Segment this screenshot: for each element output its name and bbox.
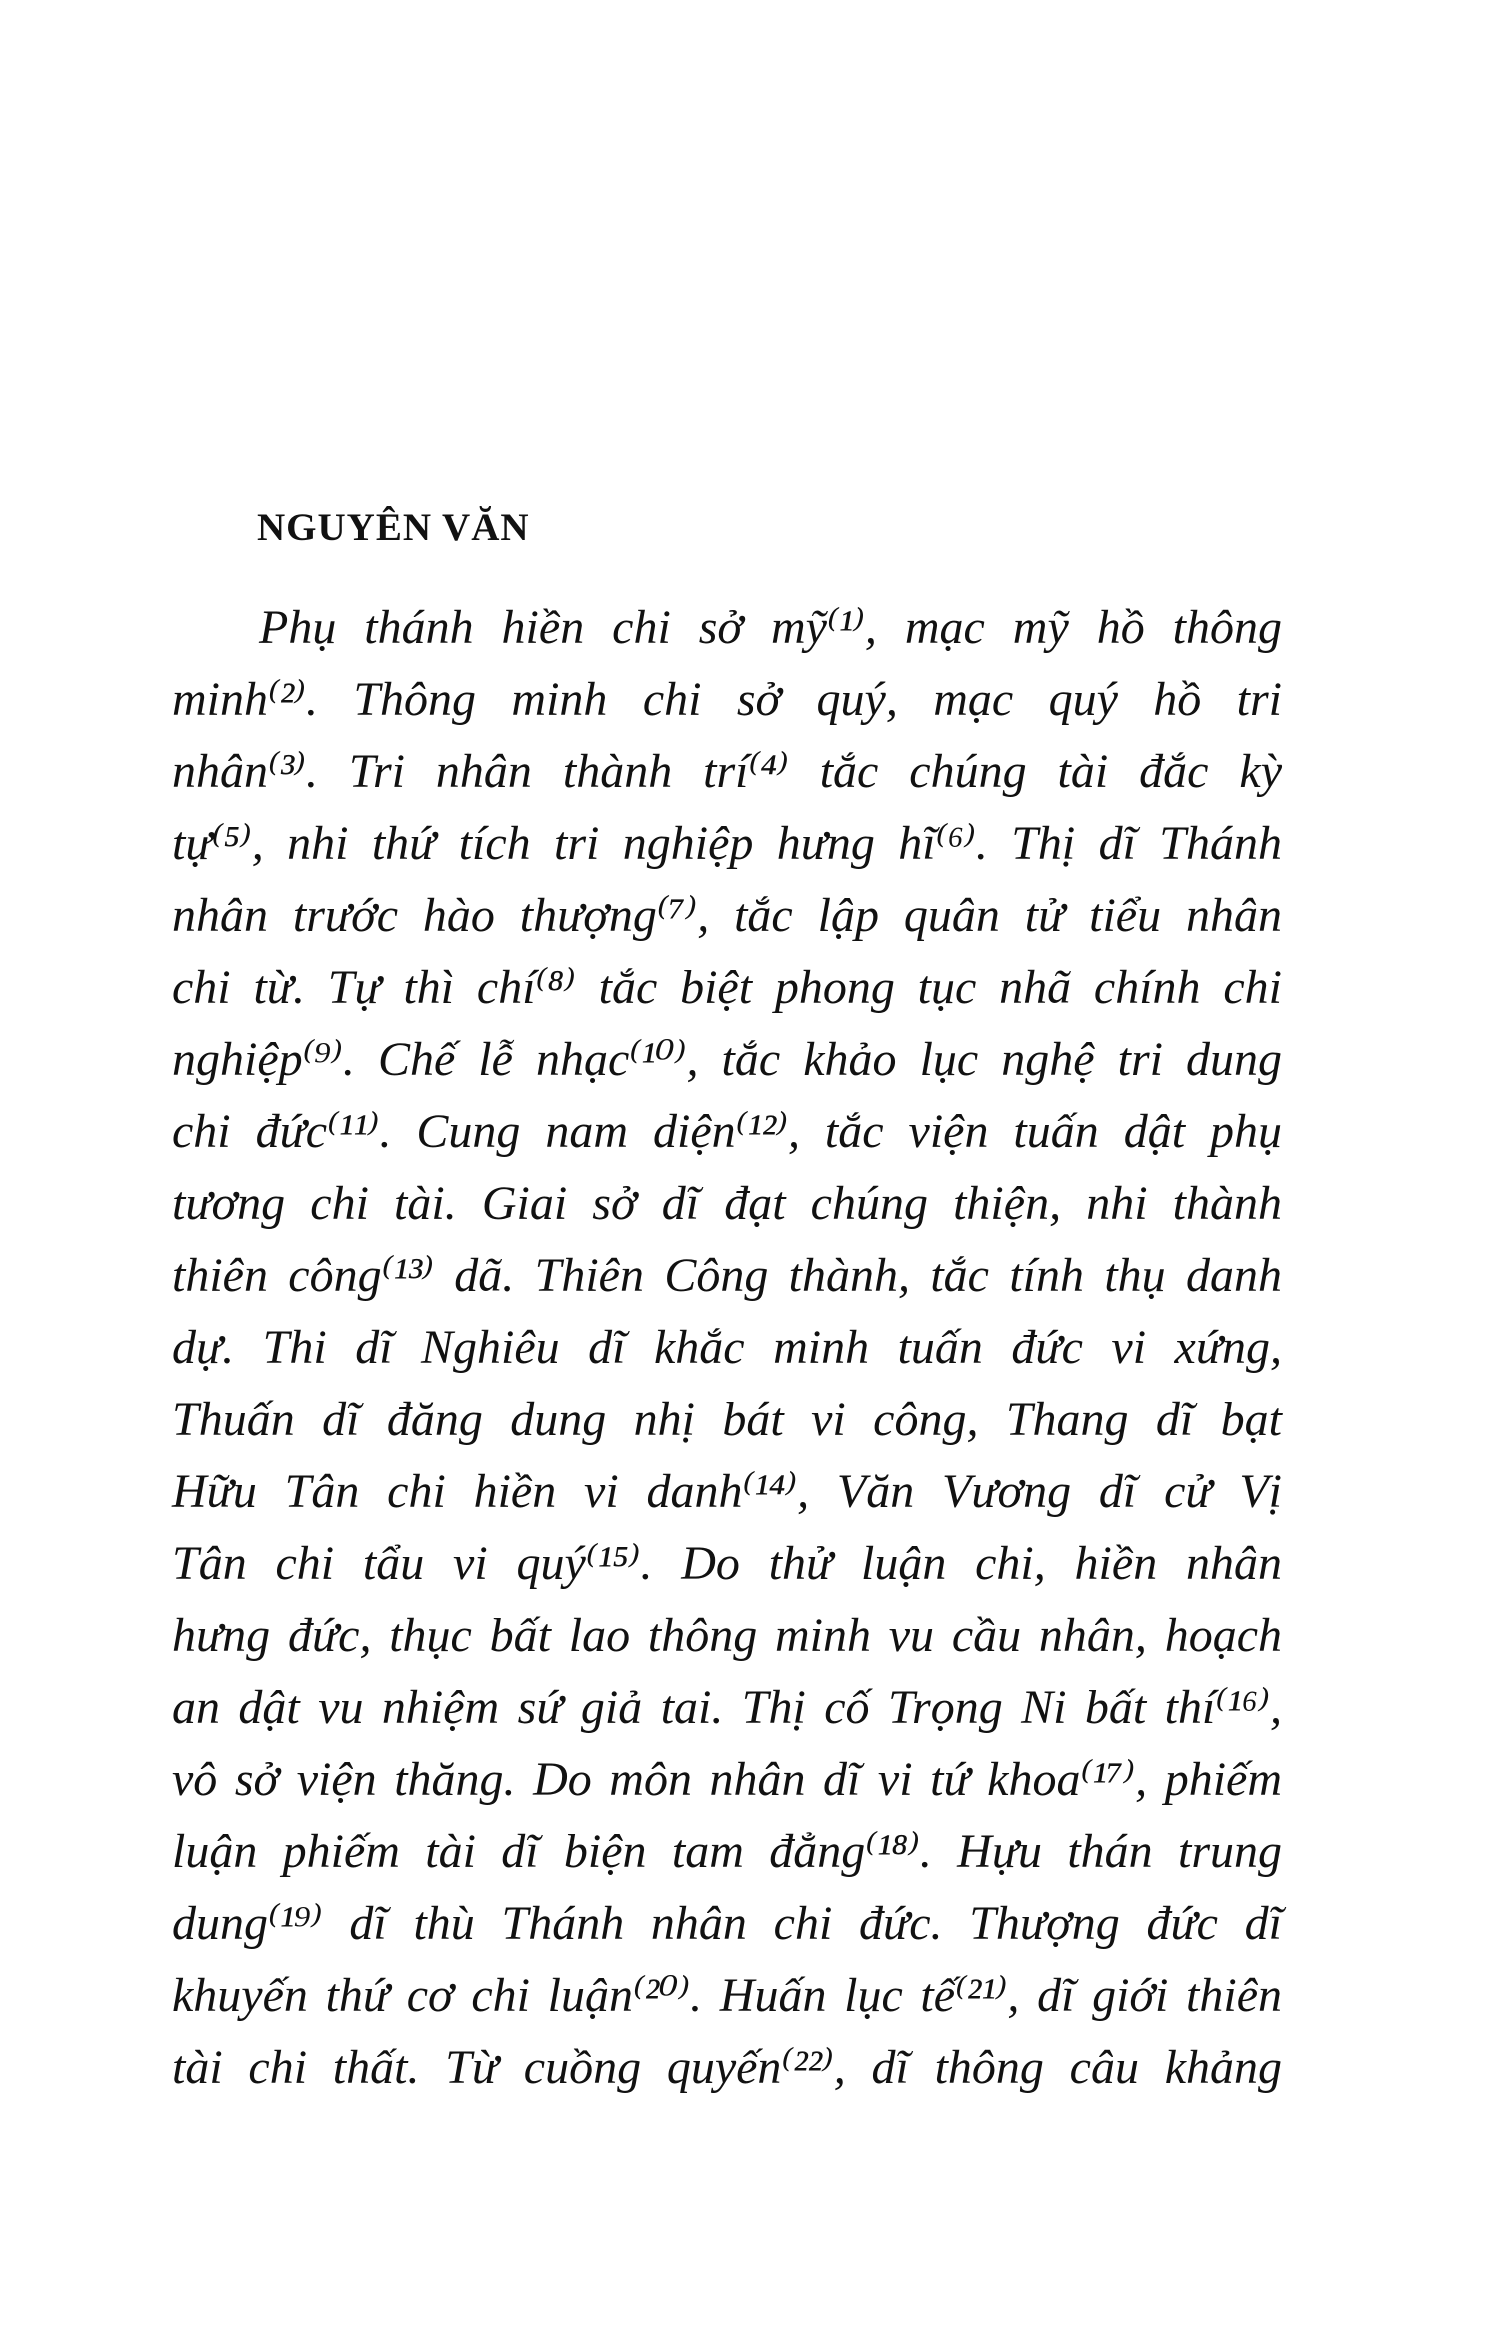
text-line-13: Hữu Tân chi hiền vi danh⁽¹⁴⁾, Văn Vương dĩ cử Vị <box>172 1465 1282 1518</box>
text-line-19: dung⁽¹⁹⁾ dĩ thù Thánh nhân chi đức. Thượng đức dĩ <box>172 1897 1282 1950</box>
text-line-21: tài chi thất. Từ cuồng quyến⁽²²⁾, dĩ thông câu khảng <box>172 2041 1282 2094</box>
section-heading: NGUYÊN VĂN <box>257 506 530 549</box>
text-line-12: Thuấn dĩ đăng dung nhị bát vi công, Thang dĩ bạt <box>172 1393 1282 1446</box>
text-line-20: khuyến thứ cơ chi luận⁽²⁰⁾. Huấn lục tế⁽²¹⁾, dĩ giới thiên <box>172 1969 1282 2022</box>
text-line-1: Phụ thánh hiền chi sở mỹ⁽¹⁾, mạc mỹ hồ thông <box>259 601 1282 654</box>
text-line-9: tương chi tài. Giai sở dĩ đạt chúng thiện, nhi thành <box>172 1177 1282 1230</box>
text-line-7: nghiệp⁽⁹⁾. Chế lễ nhạc⁽¹⁰⁾, tắc khảo lục nghệ tri dung <box>172 1033 1282 1086</box>
text-line-3: nhân⁽³⁾. Tri nhân thành trí⁽⁴⁾ tắc chúng tài đắc kỳ <box>172 745 1282 798</box>
text-line-16: an dật vu nhiệm sứ giả tai. Thị cố Trọng Ni bất thí⁽¹⁶⁾, <box>172 1681 1282 1734</box>
text-line-2: minh⁽²⁾. Thông minh chi sở quý, mạc quý hồ tri <box>172 673 1282 726</box>
text-line-8: chi đức⁽¹¹⁾. Cung nam diện⁽¹²⁾, tắc viện tuấn dật phụ <box>172 1105 1282 1158</box>
text-line-11: dự. Thi dĩ Nghiêu dĩ khắc minh tuấn đức vi xứng, <box>172 1321 1282 1374</box>
text-line-4: tự⁽⁵⁾, nhi thứ tích tri nghiệp hưng hĩ⁽⁶⁾. Thị dĩ Thánh <box>172 817 1282 870</box>
text-line-6: chi từ. Tự thì chí⁽⁸⁾ tắc biệt phong tục nhã chính chi <box>172 961 1282 1014</box>
text-line-10: thiên công⁽¹³⁾ dã. Thiên Công thành, tắc tính thụ danh <box>172 1249 1282 1302</box>
text-line-18: luận phiếm tài dĩ biện tam đẳng⁽¹⁸⁾. Hựu thán trung <box>172 1825 1282 1878</box>
body-paragraph <box>172 592 1282 2104</box>
text-line-15: hưng đức, thục bất lao thông minh vu cầu nhân, hoạch <box>172 1609 1282 1662</box>
text-line-14: Tân chi tẩu vi quý⁽¹⁵⁾. Do thử luận chi, hiền nhân <box>172 1537 1282 1590</box>
text-line-5: nhân trước hào thượng⁽⁷⁾, tắc lập quân tử tiểu nhân <box>172 889 1282 942</box>
text-line-17: vô sở viện thăng. Do môn nhân dĩ vi tứ khoa⁽¹⁷⁾, phiếm <box>172 1753 1282 1806</box>
